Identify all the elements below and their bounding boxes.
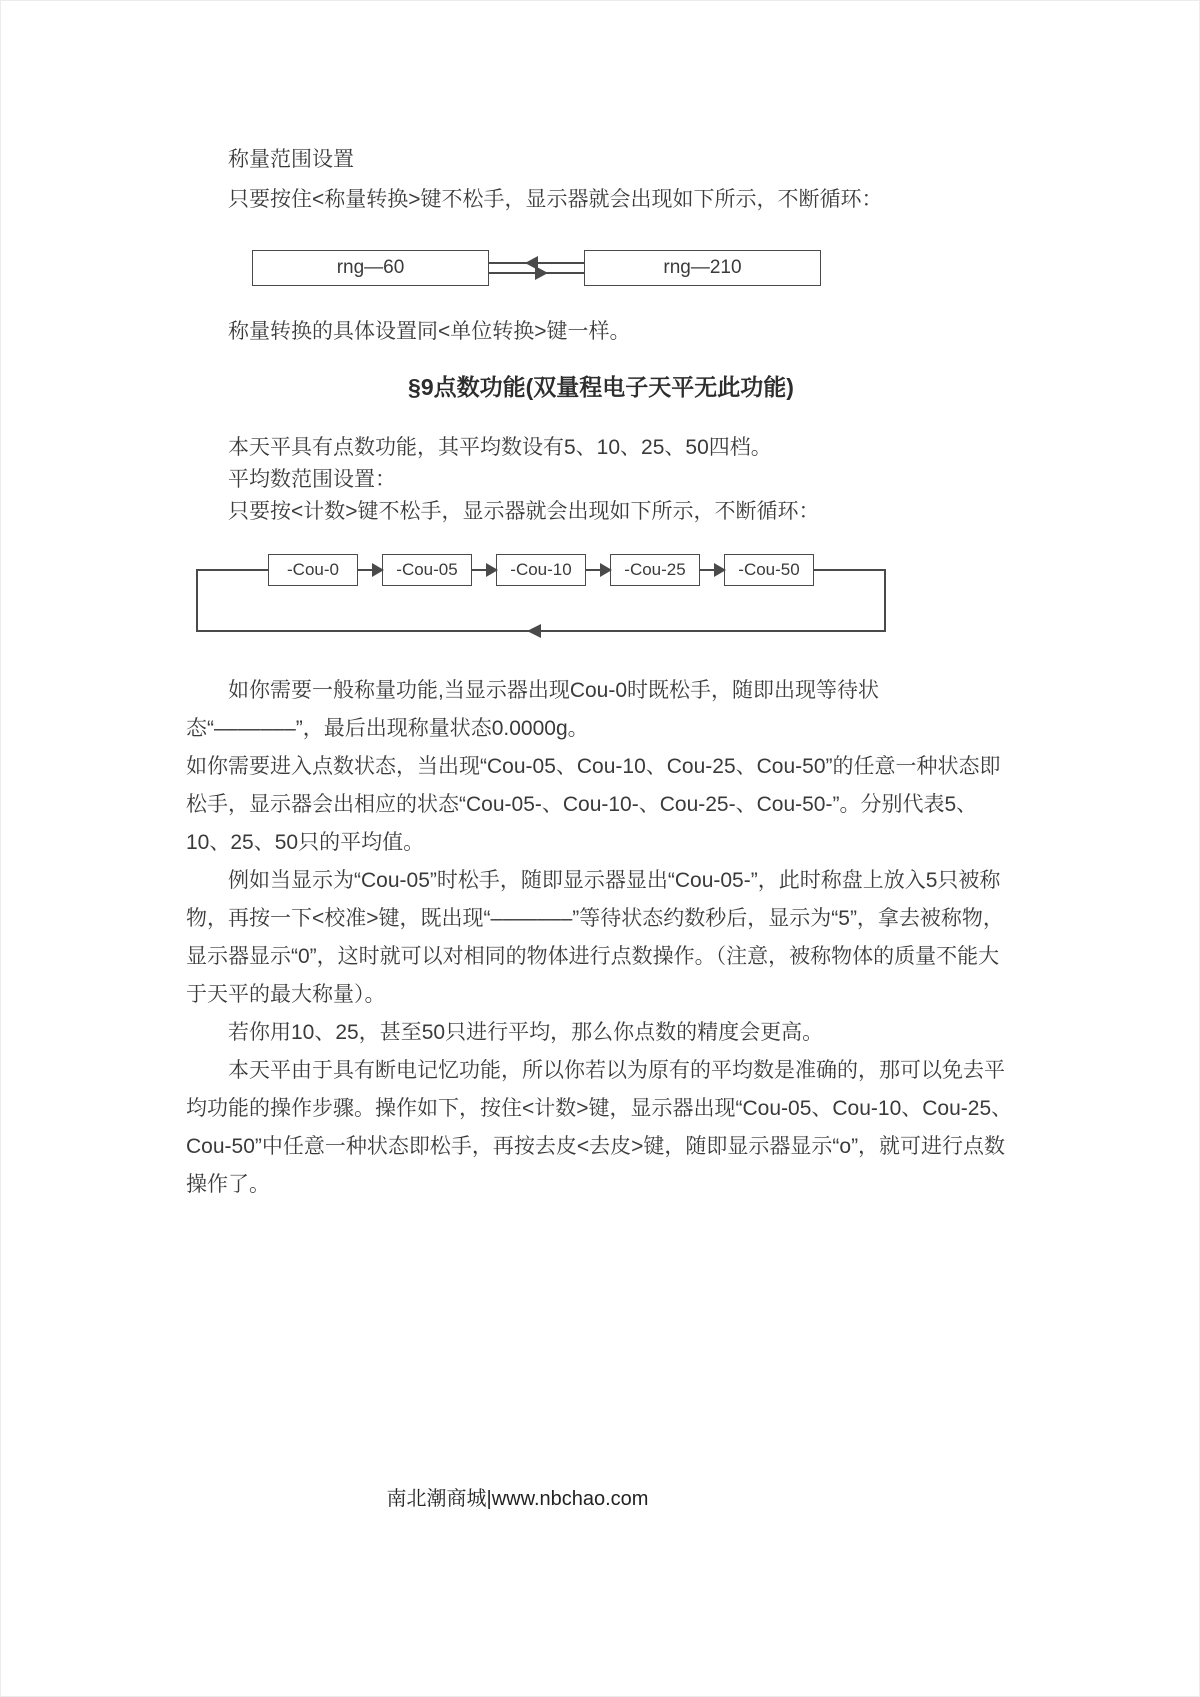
cou-box-0: -Cou-0 <box>268 554 358 586</box>
cou-box-4: -Cou-50 <box>724 554 814 586</box>
rng-box-right: rng—210 <box>584 250 821 286</box>
rng-cycle-diagram <box>252 250 1016 286</box>
arrow-right-icon <box>586 569 610 571</box>
after-rng-line: 称量转换的具体设置同<单位转换>键一样。 <box>228 320 631 343</box>
paragraph: 如你需要进入点数状态，当出现“Cou-05、Cou-10、Cou-25、Cou-50”的任意一种状态即松手，显示器会出相应的状态“Cou-05-、Cou-10-、Cou-25-、Cou-50-”。分别代表5、10、25、50只的平均值。 <box>186 755 1001 854</box>
cycle-arrows <box>489 262 584 274</box>
loop-stub-left <box>196 569 268 571</box>
cou-box-row <box>196 554 886 586</box>
footer-watermark: 南北潮商城|www.nbchao.com <box>386 1488 649 1510</box>
rng-box-left: rng—60 <box>252 250 489 286</box>
loop-stub-right <box>814 569 886 571</box>
arrow-right-icon <box>700 569 724 571</box>
paragraph: 例如当显示为“Cou-05”时松手，随即显示器显出“Cou-05-”，此时称盘上放入5只被称物，再按一下<校准>键，既出现“–––––––”等待状态约数秒后，显示为“5”，拿去被称物，显示器显示“0”，这时就可以对相同的物体进行点数操作。（注意，被称物体的质量不能大于天平的最大称量）。 <box>186 869 1004 1006</box>
arrow-left-icon <box>489 262 584 264</box>
cou-box-3: -Cou-25 <box>610 554 700 586</box>
arrow-right-icon <box>489 272 584 274</box>
cou-box-2: -Cou-10 <box>496 554 586 586</box>
section-line-3: 只要按<计数>键不松手，显示器就会出现如下所示，不断循环： <box>228 500 820 523</box>
paragraph: 若你用10、25，甚至50只进行平均，那么你点数的精度会更高。 <box>228 1021 824 1044</box>
page-content <box>186 140 1016 1204</box>
arrow-right-icon <box>358 569 382 571</box>
arrow-right-icon <box>472 569 496 571</box>
cou-cycle-diagram <box>196 554 886 648</box>
intro-line-1: 称量范围设置 <box>228 148 354 171</box>
section-heading: §9点数功能(双量程电子天平无此功能) <box>408 374 794 400</box>
section-line-1: 本天平具有点数功能，其平均数设有5、10、25、50四档。 <box>228 436 772 459</box>
intro-line-2: 只要按住<称量转换>键不松手，显示器就会出现如下所示，不断循环： <box>228 188 883 211</box>
paragraph: 如你需要一般称量功能,当显示器出现Cou-0时既松手，随即出现等待状态“–––––––”，最后出现称量状态0.0000g。 <box>186 679 880 740</box>
section-line-2: 平均数范围设置： <box>228 468 396 491</box>
cou-box-1: -Cou-05 <box>382 554 472 586</box>
paragraph: 本天平由于具有断电记忆功能，所以你若以为原有的平均数是准确的，那可以免去平均功能的操作步骤。操作如下，按住<计数>键，显示器出现“Cou-05、Cou-10、Cou-25、Cou-50”中任意一种状态即松手，再按去皮<去皮>键，随即显示器显示“o”，就可进行点数操作了。 <box>186 1059 1013 1196</box>
